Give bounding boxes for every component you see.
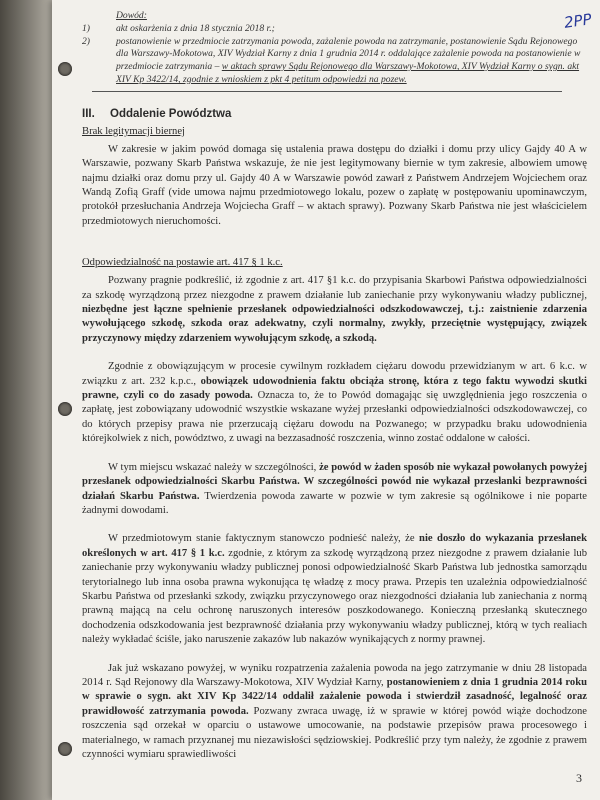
paragraph-text: Jak już wskazano powyżej, w wyniku rozpatrzenia zażalenia powoda na jego zatrzymanie w dniu 28 listopada 2014 r. Sąd Rejonowy dla Warszawy-Mokotowa, XIV Wydział Karny, bbox=[82, 662, 587, 688]
subheading-legitimacy: Brak legitymacji biernej bbox=[82, 125, 185, 137]
divider bbox=[92, 91, 562, 92]
section-heading bbox=[82, 108, 587, 120]
binder-hole bbox=[58, 62, 72, 76]
paragraph-text: Oznacza to, że to Powód domagając się uwzględnienia jego roszczenia o zapłatę, jest zobowiązany udowodnić wszystkie wskazane wyżej przesłanki odpowiedzialności odszkodowawczej, co do których przepisy prawa nie przerzucają ciężaru dowodu na Pozwanego; w przypadku braku udowodnienia którejkolwiek z nich, powództwo, z uwagi na bezzasadność roszczenia, winno zostać oddalone w całości. bbox=[82, 390, 587, 445]
paragraph-bold-text: nie doszło do wykazania przesłanek określonych w art. 417 § 1 k.c. bbox=[82, 533, 587, 559]
subheading-liability: Odpowiedzialność na postawie art. 417 § 1 k.c. bbox=[82, 257, 283, 269]
document-content bbox=[82, 10, 587, 762]
paragraph-text: Twierdzenia powoda zawarte w pozwie w tym zakresie są ogólnikowe i nie poparte żadnymi dowodami. bbox=[82, 490, 587, 516]
evidence-item-1 bbox=[82, 22, 587, 36]
paragraph-text: Pozwany pragnie podkreślić, iż zgodnie z art. 417 §1 k.c. do przypisania Skarbowi Państwa odpowiedzialności za szkodę wyrządzoną przez niezgodne z prawem działanie lub zaniechanie przy wykonywaniu władzy publicznej, bbox=[82, 275, 587, 301]
paragraph bbox=[82, 274, 587, 346]
paragraph-bold-text: że powód w żaden sposób nie wykazał powołanych powyżej przesłanek odpowiedzialności Skarbu Państwa. W szczególności powód nie wykazał przesłanki bezprawności działań Skarbu Państwa. bbox=[82, 461, 587, 502]
handwritten-page-mark: 2PP bbox=[563, 10, 594, 32]
evidence-item-number: 1) bbox=[82, 22, 90, 34]
paragraph-text: zgodnie, z którym za szkodę wyrządzoną przez niezgodne z prawem działanie lub zaniechanie przy wykonywaniu władzy publicznej ponosi odpowiedzialność Skarb Państwa lub jednostka samorządu terytorialnego lub inna osoba prawna wykonująca tę władzę z mocy prawa. Przepis ten uzależnia odpowiedzialność Skarbu Państwa od przesłanki szkody, związku przyczynowego oraz niezgodności działania lub zaniechania z normą prawną mającą na celu ochronę naruszonych interesów poszkodowanego. Konieczną przesłanką skutecznego dochodzenia odszkodowania jest bezprawność działania przy wykonywaniu władzy publicznej, którą w tych realiach należy wykładać ściśle, jako naruszenie zakazów lub nakazów wynikających z normy prawnej. bbox=[82, 547, 587, 646]
binder-hole bbox=[58, 742, 72, 756]
section-number: III. bbox=[82, 107, 95, 120]
paragraph-text: W tym miejscu wskazać należy w szczególności, bbox=[108, 461, 320, 473]
document-page bbox=[52, 0, 600, 800]
paragraph: W zakresie w jakim powód domaga się ustalenia prawa dostępu do działki i domu przy ulicy Gajdy 40 A w Warszawie, pozwany Skarb Państwa wskazuje, że nie jest legitymowany biernie w tym zakresie, albowiem umowę najmu działki oraz domu przy ul. Gajdy 40 A w Warszawie powód zawarł z Państwem Andrzejem Wojciechem oraz Wandą Zofią Graff (vide umowa najmu przedmiotowego lokalu, pozew o zapłatę w postępowaniu upominawczym, protokół przesłuchania Andrzeja Wojciecha Graff – w aktach sprawy). Pozwany Skarb Państwa nie jest właścicielem przedmiotowych nieruchomości. bbox=[82, 143, 587, 227]
evidence-item-reference: w aktach sprawy Sądu Rejonowego dla Warszawy-Mokotowa, XIV Wydział Karny o sygn. akt XIV Kp 3422/14, zgodnie z wnioskiem z pkt 4 petitum odpowiedzi na pozew. bbox=[116, 61, 580, 85]
evidence-heading: Dowód: bbox=[116, 10, 147, 21]
paragraph bbox=[82, 662, 587, 763]
paragraph-text: Zgodnie z obowiązującym w procesie cywilnym rozkładem ciężaru dowodu przewidzianym w art. 6 k.c. w związku z art. 232 k.p.c., bbox=[82, 361, 587, 387]
paragraph bbox=[82, 461, 587, 519]
evidence-item-text: akt oskarżenia z dnia 18 stycznia 2018 r.; bbox=[116, 22, 275, 34]
paragraph-text: W przedmiotowym stanie faktycznym stanowczo podnieść należy, że bbox=[108, 533, 420, 545]
evidence-item-number: 2) bbox=[82, 35, 90, 47]
page-number: 3 bbox=[576, 771, 582, 785]
evidence-item-2 bbox=[82, 35, 587, 87]
binder-hole bbox=[58, 402, 72, 416]
paragraph-bold-text: postanowieniem z dnia 1 grudnia 2014 roku w sprawie o sygn. akt XIV Kp 3422/14 oddalił zażalenie powoda i stwierdził zasadność, legalność oraz prawidłowość zatrzymania powoda. bbox=[82, 676, 587, 717]
evidence-item-text: postanowienie w przedmiocie zatrzymania powoda, zażalenie powoda na zatrzymanie, postanowienie Sądu Rejonowego dla Warszawy-Mokotowa, XIV Wydział Karny z dnia 1 grudnia 2014 r. oddalające zażalenie powoda na postanowienie w przedmiocie zatrzymania – bbox=[116, 35, 581, 73]
paragraph-bold-text: obowiązek udowodnienia faktu obciąża stronę, która z tego faktu wywodzi skutki prawne, czyli co do zasady powoda. bbox=[82, 375, 588, 402]
paragraph-bold-text: niezbędne jest łączne spełnienie przesłanek odpowiedzialności odszkodowawczej, t.j.: zaistnienie zdarzenia wywołującego szkodę, szkoda oraz adekwatny, czyli normalny, zwykły, przeciętnie występujący, związek przyczynowy między zdarzeniem wywołującym szkodę, a szkodą. bbox=[82, 304, 587, 344]
paragraph bbox=[82, 532, 587, 647]
paragraph bbox=[82, 360, 587, 446]
evidence-list bbox=[82, 10, 587, 87]
section-title: Oddalenie Powództwa bbox=[110, 107, 232, 120]
paragraph-text: Pozwany zwraca uwagę, iż w sprawie w której powód wiąże dochodzone roszczenia sąd orzekał w oparciu o ustawowe umocowanie, na podstawie przepisów prawa procesowego i materialnego, w ramach przyznanej mu niezawisłości sędziowskiej. Podkreślić przy tym należy, że zgodnie z prawem czynności wymiaru sprawiedliwości bbox=[82, 705, 588, 760]
binder-shadow bbox=[0, 0, 54, 800]
